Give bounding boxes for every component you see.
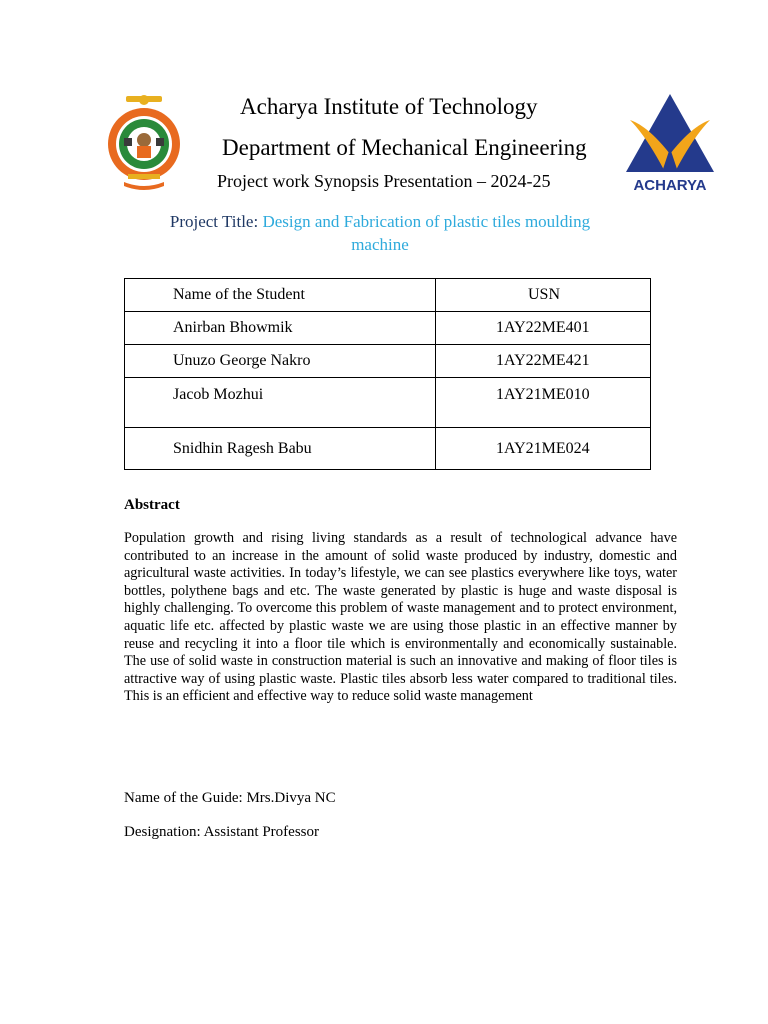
student-name: Snidhin Ragesh Babu — [125, 428, 436, 470]
synopsis-subtitle: Project work Synopsis Presentation – 2024-25 — [217, 171, 551, 191]
acharya-logo-text: ACHARYA — [633, 177, 707, 194]
column-header-name: Name of the Student — [125, 279, 436, 312]
acharya-logo — [624, 90, 716, 194]
table-header-row — [125, 279, 651, 312]
student-usn: 1AY22ME401 — [436, 312, 651, 345]
project-title — [150, 210, 610, 256]
abstract-text: Population growth and rising living standards as a result of technological advance have contributed to an increase in the amount of solid waste produced by industry, domestic and agricultural waste activities. In today’s lifestyle, we can see plastics everywhere like toys, water bottles, polythene bags and etc. The waste generated by plastic is huge and waste disposal is highly challenging. To overcome this problem of waste management and to protect environment, aquatic life etc. affected by plastic waste we are using those plastic in an effective manner by reuse and recycling it into a floor tile which is environmentally and economically sustainable. The use of solid waste in construction material is such an innovative and making of floor tiles is attractive way of using plastic waste. Plastic tiles absorb less water compared to traditional tiles. This is an efficient and effective way to reduce solid waste management — [124, 530, 677, 705]
student-usn: 1AY22ME421 — [436, 345, 651, 378]
project-title-label: Project Title: — [169, 212, 259, 231]
guide-designation: Designation: Assistant Professor — [124, 824, 319, 840]
department-name: Department of Mechanical Engineering — [222, 135, 587, 160]
student-usn: 1AY21ME010 — [436, 378, 651, 428]
guide-name: Name of the Guide: Mrs.Divya NC — [124, 790, 336, 806]
abstract-heading: Abstract — [124, 497, 180, 513]
student-name: Unuzo George Nakro — [125, 345, 436, 378]
table-row — [125, 312, 651, 345]
table-row — [125, 345, 651, 378]
institute-emblem-logo — [104, 86, 184, 194]
student-table — [124, 278, 651, 470]
table-row — [125, 378, 651, 428]
student-name: Anirban Bhowmik — [125, 312, 436, 345]
student-usn: 1AY21ME024 — [436, 428, 651, 470]
project-title-value: Design and Fabrication of plastic tiles moulding machine — [262, 212, 591, 254]
table-row — [125, 428, 651, 470]
institute-name: Acharya Institute of Technology — [240, 94, 538, 119]
column-header-usn: USN — [436, 279, 651, 312]
student-name: Jacob Mozhui — [125, 378, 436, 428]
